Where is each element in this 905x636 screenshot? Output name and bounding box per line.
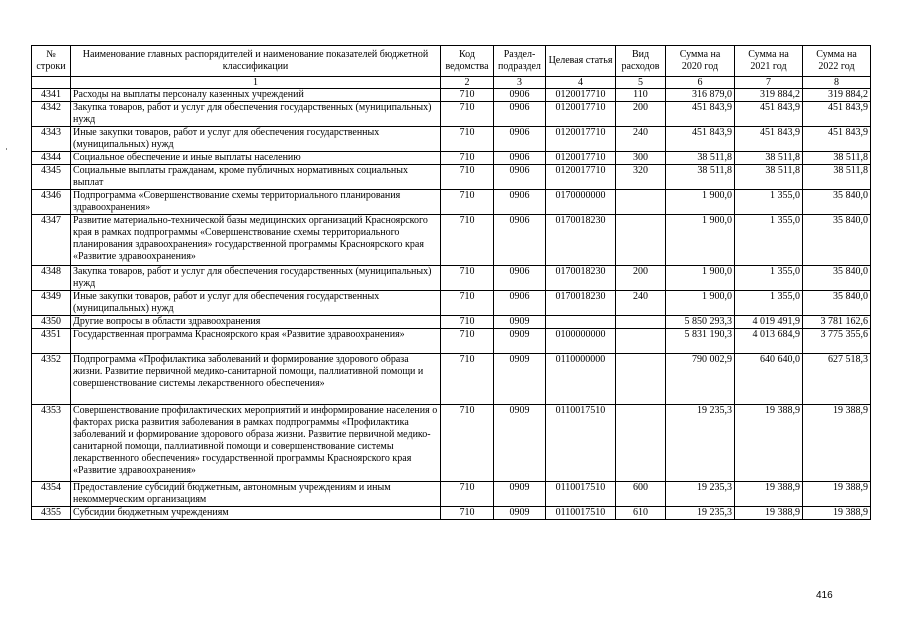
row-number-cell: 4350 [32, 316, 71, 329]
column-number-cell: 6 [666, 77, 735, 89]
sum-2020-cell: 1 900,0 [666, 190, 735, 215]
table-row [32, 507, 871, 520]
section-cell: 0909 [494, 329, 546, 354]
dept-code-cell: 710 [441, 316, 494, 329]
sum-2020-cell: 1 900,0 [666, 291, 735, 316]
section-cell: 0906 [494, 215, 546, 266]
target-article-cell: 0120017710 [546, 89, 616, 102]
column-number-cell: 3 [494, 77, 546, 89]
dept-code-cell: 710 [441, 291, 494, 316]
sum-2021-cell: 19 388,9 [735, 507, 803, 520]
sum-2021-cell: 19 388,9 [735, 482, 803, 507]
sum-2022-cell: 451 843,9 [803, 127, 871, 152]
name-cell: Подпрограмма «Совершенствование схемы территориального планирования здравоохранения» [71, 190, 441, 215]
row-number-cell: 4351 [32, 329, 71, 354]
target-article-cell: 0120017710 [546, 165, 616, 190]
sum-2022-cell: 319 884,2 [803, 89, 871, 102]
row-number-cell: 4346 [32, 190, 71, 215]
section-cell: 0906 [494, 89, 546, 102]
sum-2020-cell: 19 235,3 [666, 482, 735, 507]
sum-2022-cell: 3 775 355,6 [803, 329, 871, 354]
target-article-cell: 0170018230 [546, 215, 616, 266]
dept-code-cell: 710 [441, 152, 494, 165]
target-article-cell: 0110017510 [546, 482, 616, 507]
target-article-cell: 0110000000 [546, 354, 616, 405]
target-article-cell: 0100000000 [546, 329, 616, 354]
target-article-cell: 0110017510 [546, 405, 616, 482]
sum-2022-cell: 3 781 162,6 [803, 316, 871, 329]
row-number-cell: 4342 [32, 102, 71, 127]
name-cell: Развитие материально-технической базы медицинских организаций Красноярского края в рамках подпрограммы «Совершенствование схемы территориального планирования здравоохранения» государственной программы Красноярского края «Развитие здравоохранения» [71, 215, 441, 266]
header-sum-2020: Сумма на 2020 год [666, 46, 735, 77]
sum-2021-cell: 1 355,0 [735, 291, 803, 316]
sum-2020-cell: 1 900,0 [666, 266, 735, 291]
column-number-cell [32, 77, 71, 89]
page-number: 416 [816, 590, 833, 601]
target-article-cell: 0170000000 [546, 190, 616, 215]
sum-2022-cell: 19 388,9 [803, 482, 871, 507]
row-number-cell: 4344 [32, 152, 71, 165]
sum-2021-cell: 4 013 684,9 [735, 329, 803, 354]
sum-2021-cell: 38 511,8 [735, 152, 803, 165]
expense-type-cell: 200 [616, 102, 666, 127]
expense-type-cell: 110 [616, 89, 666, 102]
table-row [32, 165, 871, 190]
target-article-cell: 0170018230 [546, 291, 616, 316]
dept-code-cell: 710 [441, 405, 494, 482]
sum-2020-cell: 19 235,3 [666, 507, 735, 520]
name-cell: Государственная программа Красноярского края «Развитие здравоохранения» [71, 329, 441, 354]
expense-type-cell [616, 354, 666, 405]
header-sum-2021: Сумма на 2021 год [735, 46, 803, 77]
row-number-cell: 4345 [32, 165, 71, 190]
sum-2020-cell: 451 843,9 [666, 102, 735, 127]
row-number-cell: 4343 [32, 127, 71, 152]
dept-code-cell: 710 [441, 482, 494, 507]
sum-2020-cell: 316 879,0 [666, 89, 735, 102]
header-section: Раздел- подраздел [494, 46, 546, 77]
header-target-article: Целевая статья [546, 46, 616, 77]
sum-2020-cell: 790 002,9 [666, 354, 735, 405]
sum-2021-cell: 1 355,0 [735, 266, 803, 291]
expense-type-cell: 320 [616, 165, 666, 190]
row-number-cell: 4348 [32, 266, 71, 291]
expense-type-cell [616, 190, 666, 215]
header-expense-type: Вид расходов [616, 46, 666, 77]
header-sum-2022: Сумма на 2022 год [803, 46, 871, 77]
section-cell: 0909 [494, 405, 546, 482]
expense-type-cell [616, 405, 666, 482]
row-number-cell: 4355 [32, 507, 71, 520]
sum-2022-cell: 19 388,9 [803, 405, 871, 482]
sum-2022-cell: 19 388,9 [803, 507, 871, 520]
table-row [32, 152, 871, 165]
row-number-cell: 4352 [32, 354, 71, 405]
name-cell: Социальные выплаты гражданам, кроме публичных нормативных социальных выплат [71, 165, 441, 190]
table-row [32, 405, 871, 482]
row-number-cell: 4354 [32, 482, 71, 507]
column-number-cell: 7 [735, 77, 803, 89]
column-number-cell: 2 [441, 77, 494, 89]
expense-type-cell: 240 [616, 127, 666, 152]
dept-code-cell: 710 [441, 215, 494, 266]
name-cell: Совершенствование профилактических мероприятий и информирование населения о факторах риска развития заболевания в рамках подпрограммы «Профилактика заболеваний и формирование здорового образа жизни. Развитие первичной медико-санитарной помощи, паллиативной помощи и совершенствование системы лекарственного обеспечения» государственной программы Красноярского края «Развитие здравоохранения» [71, 405, 441, 482]
target-article-cell: 0120017710 [546, 127, 616, 152]
header-dept-code: Код ведомства [441, 46, 494, 77]
margin-mark [6, 148, 7, 150]
target-article-cell [546, 316, 616, 329]
expense-type-cell: 300 [616, 152, 666, 165]
name-cell: Иные закупки товаров, работ и услуг для обеспечения государственных (муниципальных) нужд [71, 291, 441, 316]
expense-type-cell: 610 [616, 507, 666, 520]
name-cell: Предоставление субсидий бюджетным, автономным учреждениям и иным некоммерческим организациям [71, 482, 441, 507]
target-article-cell: 0120017710 [546, 102, 616, 127]
sum-2020-cell: 38 511,8 [666, 152, 735, 165]
sum-2022-cell: 627 518,3 [803, 354, 871, 405]
target-article-cell: 0120017710 [546, 152, 616, 165]
sum-2022-cell: 35 840,0 [803, 266, 871, 291]
sum-2022-cell: 35 840,0 [803, 291, 871, 316]
sum-2020-cell: 38 511,8 [666, 165, 735, 190]
expense-type-cell: 600 [616, 482, 666, 507]
header-row [32, 46, 871, 77]
dept-code-cell: 710 [441, 165, 494, 190]
column-number-row [32, 77, 871, 89]
name-cell: Подпрограмма «Профилактика заболеваний и формирование здорового образа жизни. Развитие первичной медико-санитарной помощи, паллиативной помощи и совершенствование системы лекарственного обеспечения» [71, 354, 441, 405]
name-cell: Закупка товаров, работ и услуг для обеспечения государственных (муниципальных) нужд [71, 266, 441, 291]
sum-2022-cell: 35 840,0 [803, 190, 871, 215]
sum-2021-cell: 451 843,9 [735, 102, 803, 127]
name-cell: Закупка товаров, работ и услуг для обеспечения государственных (муниципальных) нужд [71, 102, 441, 127]
column-number-cell: 5 [616, 77, 666, 89]
sum-2022-cell: 451 843,9 [803, 102, 871, 127]
name-cell: Другие вопросы в области здравоохранения [71, 316, 441, 329]
table-row [32, 127, 871, 152]
column-number-cell: 4 [546, 77, 616, 89]
header-row-number: № строки [32, 46, 71, 77]
header-name: Наименование главных распорядителей и наименование показателей бюджетной классификации [71, 46, 441, 77]
sum-2020-cell: 5 850 293,3 [666, 316, 735, 329]
table-row [32, 89, 871, 102]
table-row [32, 102, 871, 127]
sum-2022-cell: 38 511,8 [803, 152, 871, 165]
target-article-cell: 0170018230 [546, 266, 616, 291]
table-row [32, 354, 871, 405]
table-row [32, 316, 871, 329]
section-cell: 0906 [494, 127, 546, 152]
section-cell: 0906 [494, 165, 546, 190]
sum-2021-cell: 1 355,0 [735, 190, 803, 215]
table-body [32, 89, 871, 520]
table-row [32, 329, 871, 354]
section-cell: 0906 [494, 291, 546, 316]
dept-code-cell: 710 [441, 329, 494, 354]
section-cell: 0906 [494, 102, 546, 127]
column-number-cell: 8 [803, 77, 871, 89]
sum-2022-cell: 35 840,0 [803, 215, 871, 266]
row-number-cell: 4349 [32, 291, 71, 316]
table-row [32, 291, 871, 316]
dept-code-cell: 710 [441, 266, 494, 291]
sum-2021-cell: 38 511,8 [735, 165, 803, 190]
expense-type-cell [616, 316, 666, 329]
dept-code-cell: 710 [441, 127, 494, 152]
sum-2021-cell: 451 843,9 [735, 127, 803, 152]
expense-type-cell: 240 [616, 291, 666, 316]
section-cell: 0906 [494, 266, 546, 291]
dept-code-cell: 710 [441, 507, 494, 520]
dept-code-cell: 710 [441, 354, 494, 405]
section-cell: 0909 [494, 482, 546, 507]
table-row [32, 482, 871, 507]
sum-2020-cell: 451 843,9 [666, 127, 735, 152]
expense-type-cell [616, 215, 666, 266]
sum-2021-cell: 319 884,2 [735, 89, 803, 102]
name-cell: Расходы на выплаты персоналу казенных учреждений [71, 89, 441, 102]
budget-table [31, 45, 871, 520]
dept-code-cell: 710 [441, 190, 494, 215]
column-number-cell: 1 [71, 77, 441, 89]
sum-2020-cell: 19 235,3 [666, 405, 735, 482]
sum-2020-cell: 5 831 190,3 [666, 329, 735, 354]
expense-type-cell: 200 [616, 266, 666, 291]
row-number-cell: 4341 [32, 89, 71, 102]
target-article-cell: 0110017510 [546, 507, 616, 520]
section-cell: 0906 [494, 152, 546, 165]
sum-2021-cell: 19 388,9 [735, 405, 803, 482]
expense-type-cell [616, 329, 666, 354]
table-row [32, 190, 871, 215]
sum-2021-cell: 1 355,0 [735, 215, 803, 266]
row-number-cell: 4353 [32, 405, 71, 482]
table-row [32, 266, 871, 291]
sum-2022-cell: 38 511,8 [803, 165, 871, 190]
name-cell: Социальное обеспечение и иные выплаты населению [71, 152, 441, 165]
row-number-cell: 4347 [32, 215, 71, 266]
section-cell: 0909 [494, 316, 546, 329]
table-row [32, 215, 871, 266]
dept-code-cell: 710 [441, 89, 494, 102]
section-cell: 0906 [494, 190, 546, 215]
sum-2021-cell: 4 019 491,9 [735, 316, 803, 329]
sum-2021-cell: 640 640,0 [735, 354, 803, 405]
sum-2020-cell: 1 900,0 [666, 215, 735, 266]
dept-code-cell: 710 [441, 102, 494, 127]
name-cell: Иные закупки товаров, работ и услуг для обеспечения государственных (муниципальных) нужд [71, 127, 441, 152]
section-cell: 0909 [494, 507, 546, 520]
section-cell: 0909 [494, 354, 546, 405]
name-cell: Субсидии бюджетным учреждениям [71, 507, 441, 520]
